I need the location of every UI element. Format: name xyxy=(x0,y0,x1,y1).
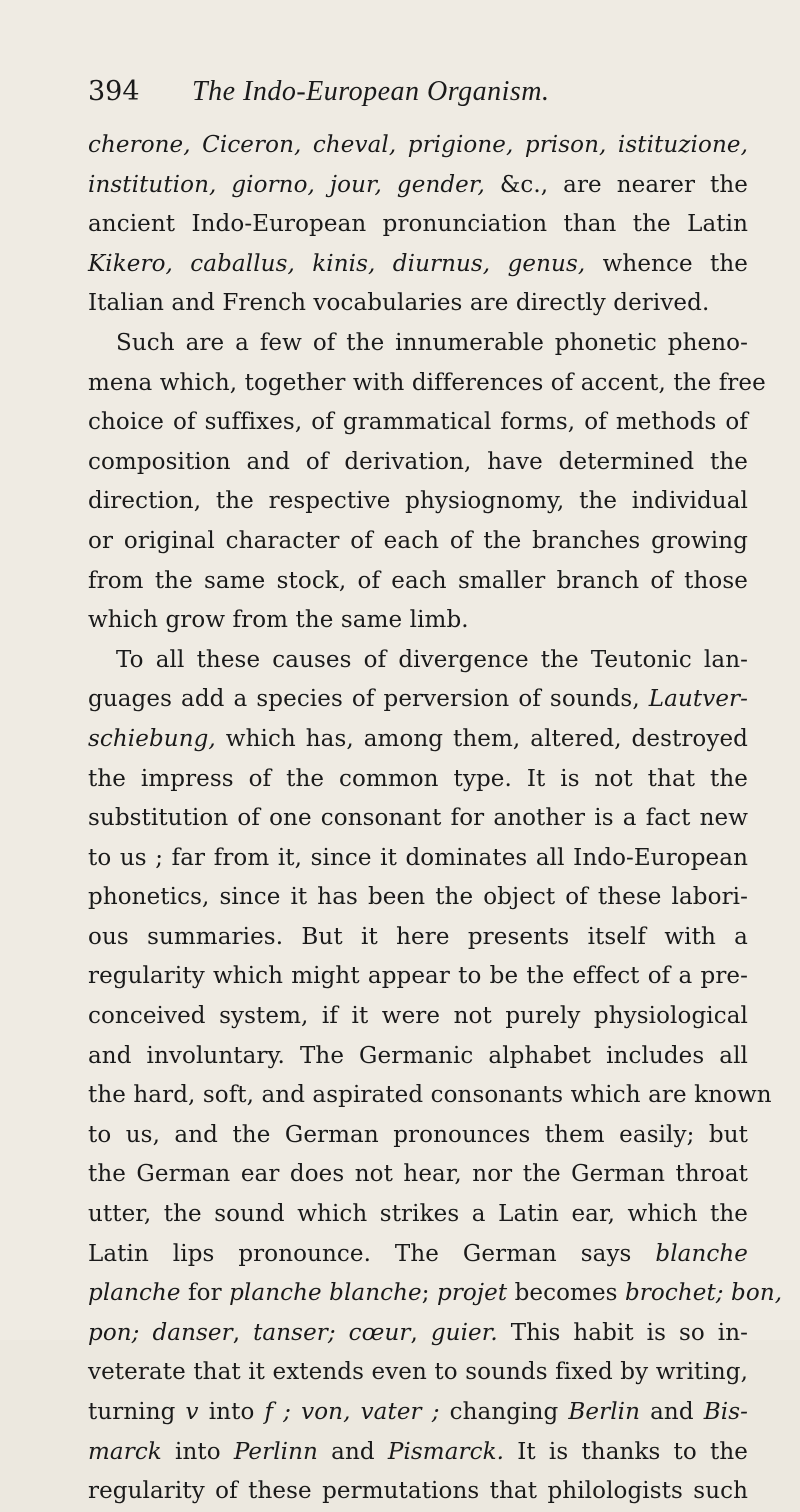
text-line xyxy=(88,1037,748,1077)
text-run: the German ear does not hear, nor the German throat xyxy=(88,1161,748,1188)
text-line xyxy=(88,957,748,997)
text-line xyxy=(88,324,748,364)
text-run: ous summaries. But it here presents itself with a xyxy=(88,923,748,950)
text-run: and involuntary. The Germanic alphabet includes all xyxy=(88,1042,748,1069)
italic-text: Lautver- xyxy=(648,686,748,713)
italic-text: Bis- xyxy=(703,1399,748,1425)
text-line xyxy=(88,482,748,522)
text-run: regularity of these permutations that philologists such xyxy=(88,1478,748,1505)
text-run: , xyxy=(410,1319,431,1346)
italic-text: Berlin xyxy=(568,1399,641,1425)
text-run: , xyxy=(232,1319,254,1346)
text-line xyxy=(88,680,748,720)
text-line xyxy=(88,245,748,285)
italic-text: projet xyxy=(437,1280,508,1307)
text-run: regularity which might appear to be the effect of a pre- xyxy=(88,963,748,990)
text-line xyxy=(88,126,748,166)
text-run: This habit is so in- xyxy=(497,1319,748,1346)
text-run: into xyxy=(161,1438,234,1465)
text-run: which grow from the same limb. xyxy=(88,607,469,634)
text-line xyxy=(88,403,748,443)
running-header xyxy=(88,72,748,112)
italic-text: tanser; cœur xyxy=(253,1319,411,1346)
text-line xyxy=(88,1353,748,1393)
text-line xyxy=(88,1076,772,1116)
text-run: Such are a few of the innumerable phonetic pheno- xyxy=(116,329,748,356)
text-run: the hard, soft, and aspirated consonants which are known xyxy=(88,1082,772,1109)
running-title: The Indo-European Organism. xyxy=(192,76,550,107)
italic-text: planche xyxy=(88,1280,181,1307)
text-run: or original character of each of the branches growing xyxy=(88,527,748,554)
text-run: to us, and the German pronounces them easily; but xyxy=(88,1121,748,1148)
text-line xyxy=(88,760,748,800)
text-line xyxy=(88,799,748,839)
text-line xyxy=(88,1393,748,1433)
text-run: which has, among them, altered, destroyed xyxy=(215,725,748,752)
text-line xyxy=(88,1235,748,1275)
text-run: from the same stock, of each smaller branch of those xyxy=(88,567,748,594)
text-run: guages add a species of perversion of sounds, xyxy=(88,686,649,713)
italic-text: blanche xyxy=(655,1240,748,1267)
text-run: and xyxy=(640,1399,704,1425)
text-line xyxy=(88,443,748,483)
italic-text: marck xyxy=(88,1438,162,1465)
text-line xyxy=(88,1314,748,1354)
text-run: ; xyxy=(421,1280,438,1307)
italic-text: pon; danser xyxy=(88,1319,233,1346)
italic-text: brochet; bon, xyxy=(624,1280,783,1307)
text-run: To all these causes of divergence the Teutonic lan- xyxy=(116,646,748,673)
text-line xyxy=(88,284,748,324)
text-run: veterate that it extends even to sounds fixed by writing, xyxy=(88,1359,748,1386)
italic-text: Kikero, caballus, kinis, diurnus, genus, xyxy=(88,250,586,277)
text-run: ancient Indo-European pronunciation than the Latin xyxy=(88,211,748,238)
text-line xyxy=(88,1116,748,1156)
text-run: utter, the sound which strikes a Latin ear, which the xyxy=(88,1201,748,1228)
italic-text: institution, giorno, jour, gender, xyxy=(88,171,485,198)
text-run: for xyxy=(180,1280,230,1307)
text-run: and xyxy=(317,1438,388,1465)
text-run: It is thanks to the xyxy=(504,1438,748,1465)
text-line xyxy=(88,562,748,602)
text-line xyxy=(88,720,748,760)
text-line xyxy=(88,1433,748,1473)
text-line xyxy=(88,641,748,681)
text-run: to us ; far from it, since it dominates all Indo-European xyxy=(88,844,748,871)
text-line xyxy=(88,522,748,562)
text-line xyxy=(88,878,748,918)
text-run: composition and of derivation, have determined the xyxy=(88,448,748,475)
italic-text: Pismarck. xyxy=(387,1438,505,1465)
body-text xyxy=(88,126,783,1512)
text-run: the impress of the common type. It is not that the xyxy=(88,765,748,792)
italic-text: Perlinn xyxy=(233,1438,318,1465)
text-run: changing xyxy=(439,1399,569,1425)
text-line xyxy=(88,601,748,641)
italic-text: schiebung, xyxy=(88,725,216,752)
italic-text: cherone, Ciceron, cheval, prigione, prison, istituzione, xyxy=(88,132,748,158)
italic-text: f ; von, vater ; xyxy=(264,1399,440,1425)
text-run: turning xyxy=(88,1399,186,1425)
text-run: into xyxy=(198,1399,265,1425)
italic-text: planche blanche xyxy=(229,1280,422,1307)
text-run: &c., are nearer the xyxy=(484,171,748,198)
text-line xyxy=(88,1274,783,1314)
page-number: 394 xyxy=(88,76,140,107)
text-line xyxy=(88,918,748,958)
text-run: direction, the respective physiognomy, the individual xyxy=(88,488,748,515)
text-run: phonetics, since it has been the object of these labori- xyxy=(88,884,748,911)
text-run: conceived system, if it were not purely physiological xyxy=(88,1003,748,1030)
text-line xyxy=(88,166,748,206)
text-line xyxy=(88,1195,748,1235)
text-run: Latin lips pronounce. The German says xyxy=(88,1240,656,1267)
text-run: mena which, together with differences of accent, the free xyxy=(88,369,766,396)
text-run: substitution of one consonant for another is a fact new xyxy=(88,805,748,832)
italic-text: guier. xyxy=(430,1319,498,1346)
text-run: becomes xyxy=(507,1280,625,1307)
text-line xyxy=(88,1155,748,1195)
text-run: whence the xyxy=(585,250,748,277)
text-line xyxy=(88,997,748,1037)
text-line xyxy=(88,205,748,245)
italic-text: v xyxy=(185,1399,199,1425)
text-line xyxy=(88,839,748,879)
text-run: choice of suffixes, of grammatical forms, of methods of xyxy=(88,409,748,436)
text-line xyxy=(88,364,766,404)
text-run: Italian and French vocabularies are directly derived. xyxy=(88,290,710,317)
text-line xyxy=(88,1472,748,1512)
